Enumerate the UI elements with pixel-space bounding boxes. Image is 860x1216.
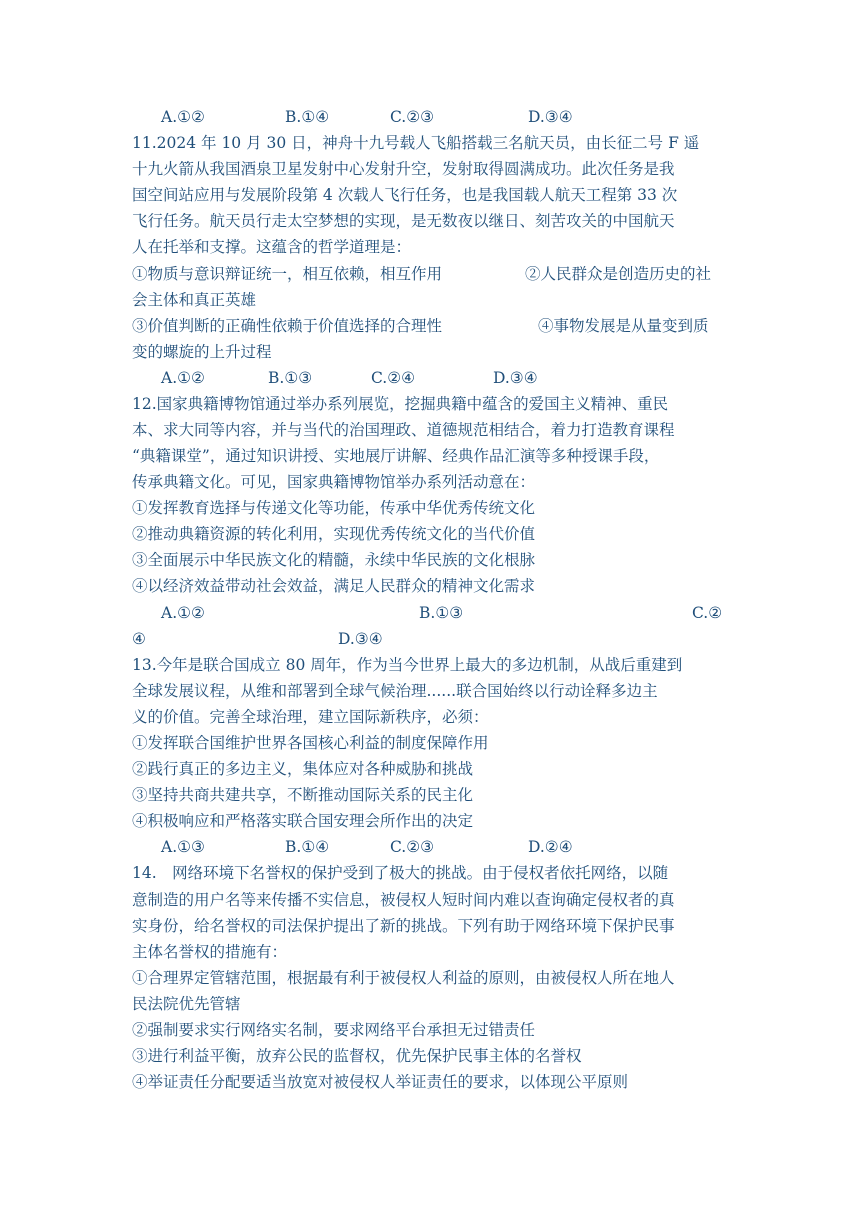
q13-item-3: ③坚持共商共建共享，不断推动国际关系的民主化 [132, 786, 474, 804]
q12-line-2: 本、求大同等内容，并与当代的治国理政、道德规范相结合，着力打造教育课程 [132, 421, 675, 439]
q12-line-3: “典籍课堂”，通过知识讲授、实地展厅讲解、经典作品汇演等多种授课手段， [132, 447, 660, 465]
q12-option-d: D.③④ [338, 630, 383, 648]
q11-line-1: 11.2024 年 10 月 30 日，神舟十九号载人飞船搭载三名航天员，由长征二号 F 遥 [132, 134, 700, 152]
q13-option-c: C.②③ [390, 838, 435, 856]
q13-option-b: B.①④ [285, 838, 330, 856]
q14-item-1: ①合理界定管辖范围，根据最有利于被侵权人利益的原则，由被侵权人所在地人 [132, 969, 675, 987]
q12-option-b: B.①③ [419, 604, 464, 622]
q11-item-4-cont: 变的螺旋的上升过程 [132, 343, 272, 361]
q11-line-2: 十九火箭从我国酒泉卫星发射中心发射升空，发射取得圆满成功。此次任务是我 [132, 160, 675, 178]
q11-line-3: 国空间站应用与发展阶段第 4 次载人飞行任务，也是我国载人航天工程第 33 次 [132, 186, 678, 204]
q14-item-1-cont: 民法院优先管辖 [132, 995, 241, 1013]
q14-item-4: ④举证责任分配要适当放宽对被侵权人举证责任的要求，以体现公平原则 [132, 1073, 629, 1091]
q12-item-2: ②推动典籍资源的转化利用，实现优秀传统文化的当代价值 [132, 525, 536, 543]
q10-option-a: A.①② [161, 108, 205, 126]
q12-line-4: 传承典籍文化。可见，国家典籍博物馆举办系列活动意在： [132, 473, 536, 491]
q14-item-2: ②强制要求实行网络实名制，要求网络平台承担无过错责任 [132, 1021, 536, 1039]
q11-item-2-cont: 会主体和真正英雄 [132, 291, 257, 309]
q11-option-b: B.①③ [268, 369, 313, 387]
q13-item-4: ④积极响应和严格落实联合国安理会所作出的决定 [132, 812, 474, 830]
q13-line-2: 全球发展议程，从维和部署到全球气候治理......联合国始终以行动诠释多边主 [132, 682, 658, 700]
q13-item-1: ①发挥联合国维护世界各国核心利益的制度保障作用 [132, 734, 489, 752]
q11-option-a: A.①② [161, 369, 205, 387]
q12-item-1: ①发挥教育选择与传递文化等功能，传承中华优秀传统文化 [132, 499, 536, 517]
q11-option-d: D.③④ [493, 369, 538, 387]
q11-item-2: ②人民群众是创造历史的社 [525, 265, 712, 283]
q12-item-4: ④以经济效益带动社会效益，满足人民群众的精神文化需求 [132, 577, 536, 595]
q14-line-2: 意制造的用户名等来传播不实信息，被侵权人短时间内难以查询确定侵权者的真 [132, 891, 675, 909]
q13-line-1: 13.今年是联合国成立 80 周年，作为当今世界上最大的多边机制，从战后重建到 [132, 656, 683, 674]
q11-line-5: 人在托举和支撑。这蕴含的哲学道理是： [132, 238, 412, 256]
q11-item-3: ③价值判断的正确性依赖于价值选择的合理性 [132, 317, 443, 335]
q12-line-1: 12.国家典籍博物馆通过举办系列展览，挖掘典籍中蕴含的爱国主义精神、重民 [132, 395, 669, 413]
q13-option-d: D.②④ [528, 838, 573, 856]
q12-item-3: ③全面展示中华民族文化的精髓，永续中华民族的文化根脉 [132, 551, 536, 569]
q11-item-1: ①物质与意识辩证统一，相互依赖，相互作用 [132, 265, 443, 283]
q11-option-c: C.②④ [371, 369, 416, 387]
q10-option-d: D.③④ [528, 108, 573, 126]
q13-line-3: 义的价值。完善全球治理，建立国际新秩序，必须： [132, 708, 489, 726]
q13-item-2: ②践行真正的多边主义，集体应对各种威胁和挑战 [132, 760, 474, 778]
q12-option-a: A.①② [161, 604, 205, 622]
q14-line-4: 主体名誉权的措施有： [132, 943, 288, 961]
q11-item-4: ④事物发展是从量变到质 [538, 317, 709, 335]
q13-option-a: A.①③ [161, 838, 205, 856]
q12-option-c: C.② [692, 604, 723, 622]
q14-line-3: 实身份，给名誉权的司法保护提出了新的挑战。下列有助于网络环境下保护民事 [132, 917, 675, 935]
q14-item-3: ③进行利益平衡，放弃公民的监督权，优先保护民事主体的名誉权 [132, 1047, 582, 1065]
q10-option-b: B.①④ [285, 108, 330, 126]
q14-line-1: 14. 网络环境下名誉权的保护受到了极大的挑战。由于侵权者依托网络，以随 [132, 864, 669, 882]
q12-option-c-cont: ④ [132, 630, 146, 648]
q11-line-4: 飞行任务。航天员行走太空梦想的实现，是无数夜以继日、刻苦攻关的中国航天 [132, 212, 675, 230]
q10-option-c: C.②③ [390, 108, 435, 126]
